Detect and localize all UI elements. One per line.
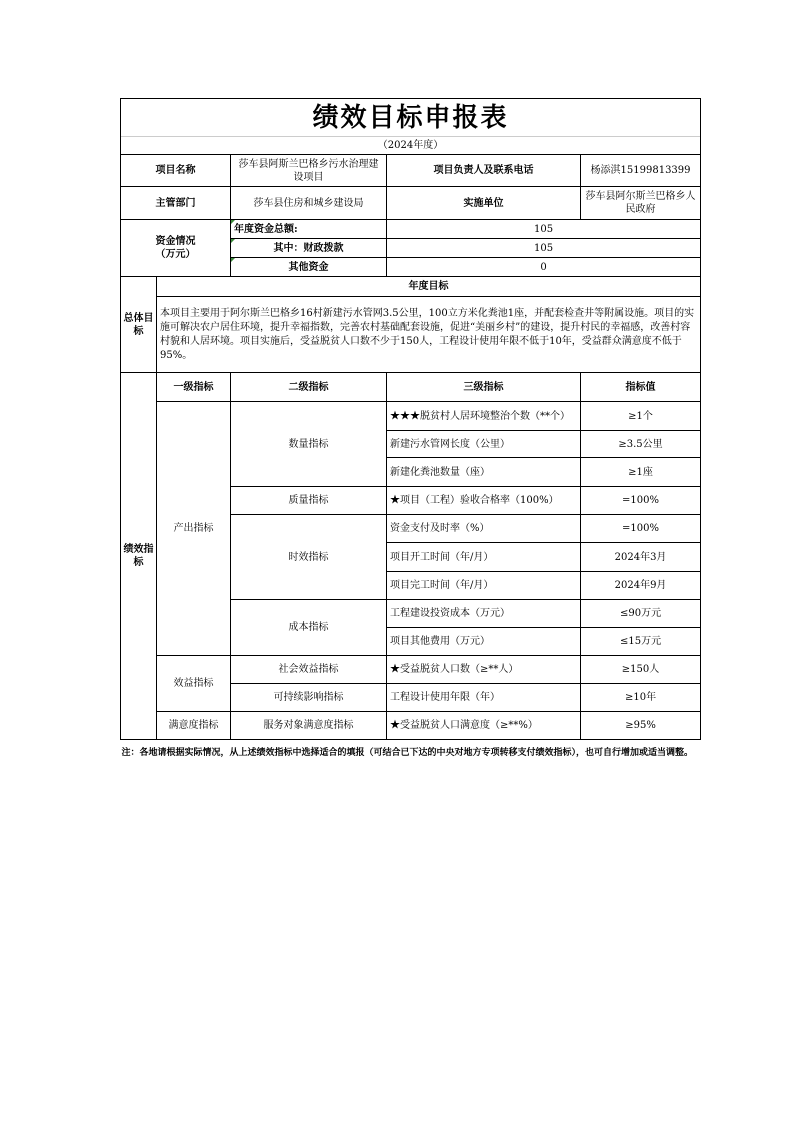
indicator-value: ≤15万元 (581, 628, 701, 656)
funds-other-value: 0 (387, 258, 701, 277)
indicator-value: =100% (581, 487, 701, 515)
indicator-value: ≥1个 (581, 402, 701, 431)
year-label: （2024年度） (121, 137, 701, 155)
impl-unit-value: 莎车县阿尔斯兰巴格乡人民政府 (581, 187, 701, 220)
level2-service-satisfaction: 服务对象满意度指标 (231, 712, 387, 740)
indicator-name: 项目开工时间（年/月） (387, 543, 581, 572)
indicator-value: 2024年3月 (581, 543, 701, 572)
funds-fiscal-label: 其中：财政拨款 (231, 239, 387, 258)
dept-label: 主管部门 (121, 187, 231, 220)
indicator-name: 新建化粪池数量（座） (387, 458, 581, 487)
indicator-name: 工程建设投资成本（万元） (387, 600, 581, 628)
level2-quantity: 数量指标 (231, 402, 387, 487)
indicator-name: ★受益脱贫人口数（≥**人） (387, 656, 581, 684)
indicator-value: ≥95% (581, 712, 701, 740)
page-title: 绩效目标申报表 (121, 99, 701, 137)
indicator-name: ★项目（工程）验收合格率（100%） (387, 487, 581, 515)
funds-total-label: 年度资金总额: (231, 220, 387, 239)
indicator-name: 项目完工时间（年/月） (387, 572, 581, 600)
indicator-value: ≥1座 (581, 458, 701, 487)
funds-total-value: 105 (387, 220, 701, 239)
col-header-level1: 一级指标 (157, 373, 231, 402)
indicator-name: ★★★脱贫村人居环境整治个数（**个） (387, 402, 581, 431)
annual-goal-text: 本项目主要用于阿尔斯兰巴格乡16村新建污水管网3.5公里，100立方米化粪池1座，并配套检查井等附属设施。项目的实施可解决农户居住环境，提升幸福指数，完善农村基础配套设施，促进“美丽乡村”的建设，提升村民的幸福感，改善村容村貌和人居环境。项目实施后，受益脱贫人口数不少于150人，工程设计使用年限不低于10年，受益群众满意度不低于95%。 (157, 297, 701, 373)
indicator-value: ≥150人 (581, 656, 701, 684)
indicator-value: 2024年9月 (581, 572, 701, 600)
indicators-label: 绩效指标 (121, 373, 157, 740)
impl-unit-label: 实施单位 (387, 187, 581, 220)
level1-satisfaction: 满意度指标 (157, 712, 231, 740)
form-table (120, 98, 701, 766)
level1-benefit: 效益指标 (157, 656, 231, 712)
project-leader-label: 项目负责人及联系电话 (387, 155, 581, 187)
col-header-value: 指标值 (581, 373, 701, 402)
indicator-name: 工程设计使用年限（年） (387, 684, 581, 712)
funds-other-label: 其他资金 (231, 258, 387, 277)
project-name-value: 莎车县阿斯兰巴格乡污水治理建设项目 (231, 155, 387, 187)
funds-label: 资金情况 （万元） (121, 220, 231, 277)
indicator-name: 资金支付及时率（%） (387, 515, 581, 543)
level2-cost: 成本指标 (231, 600, 387, 656)
indicator-value: =100% (581, 515, 701, 543)
project-name-label: 项目名称 (121, 155, 231, 187)
level1-output: 产出指标 (157, 402, 231, 656)
indicator-value: ≥10年 (581, 684, 701, 712)
annual-goal-header: 年度目标 (157, 277, 701, 297)
col-header-level2: 二级指标 (231, 373, 387, 402)
overall-goal-label: 总体目标 (121, 277, 157, 373)
dept-value: 莎车县住房和城乡建设局 (231, 187, 387, 220)
level2-quality: 质量指标 (231, 487, 387, 515)
project-leader-value: 杨添淇15199813399 (581, 155, 701, 187)
level2-sustainability: 可持续影响指标 (231, 684, 387, 712)
indicator-name: 项目其他费用（万元） (387, 628, 581, 656)
indicator-value: ≤90万元 (581, 600, 701, 628)
performance-form (120, 98, 700, 766)
level2-timeliness: 时效指标 (231, 515, 387, 600)
col-header-level3: 三级指标 (387, 373, 581, 402)
indicator-name: ★受益脱贫人口满意度（≥**%） (387, 712, 581, 740)
footnote: 注：各地请根据实际情况，从上述绩效指标中选择适合的填报（可结合已下达的中央对地方专项转移支付绩效指标），也可自行增加或适当调整。 (121, 747, 694, 758)
level2-social-benefit: 社会效益指标 (231, 656, 387, 684)
indicator-name: 新建污水管网长度（公里） (387, 431, 581, 458)
indicator-value: ≥3.5公里 (581, 431, 701, 458)
funds-fiscal-value: 105 (387, 239, 701, 258)
